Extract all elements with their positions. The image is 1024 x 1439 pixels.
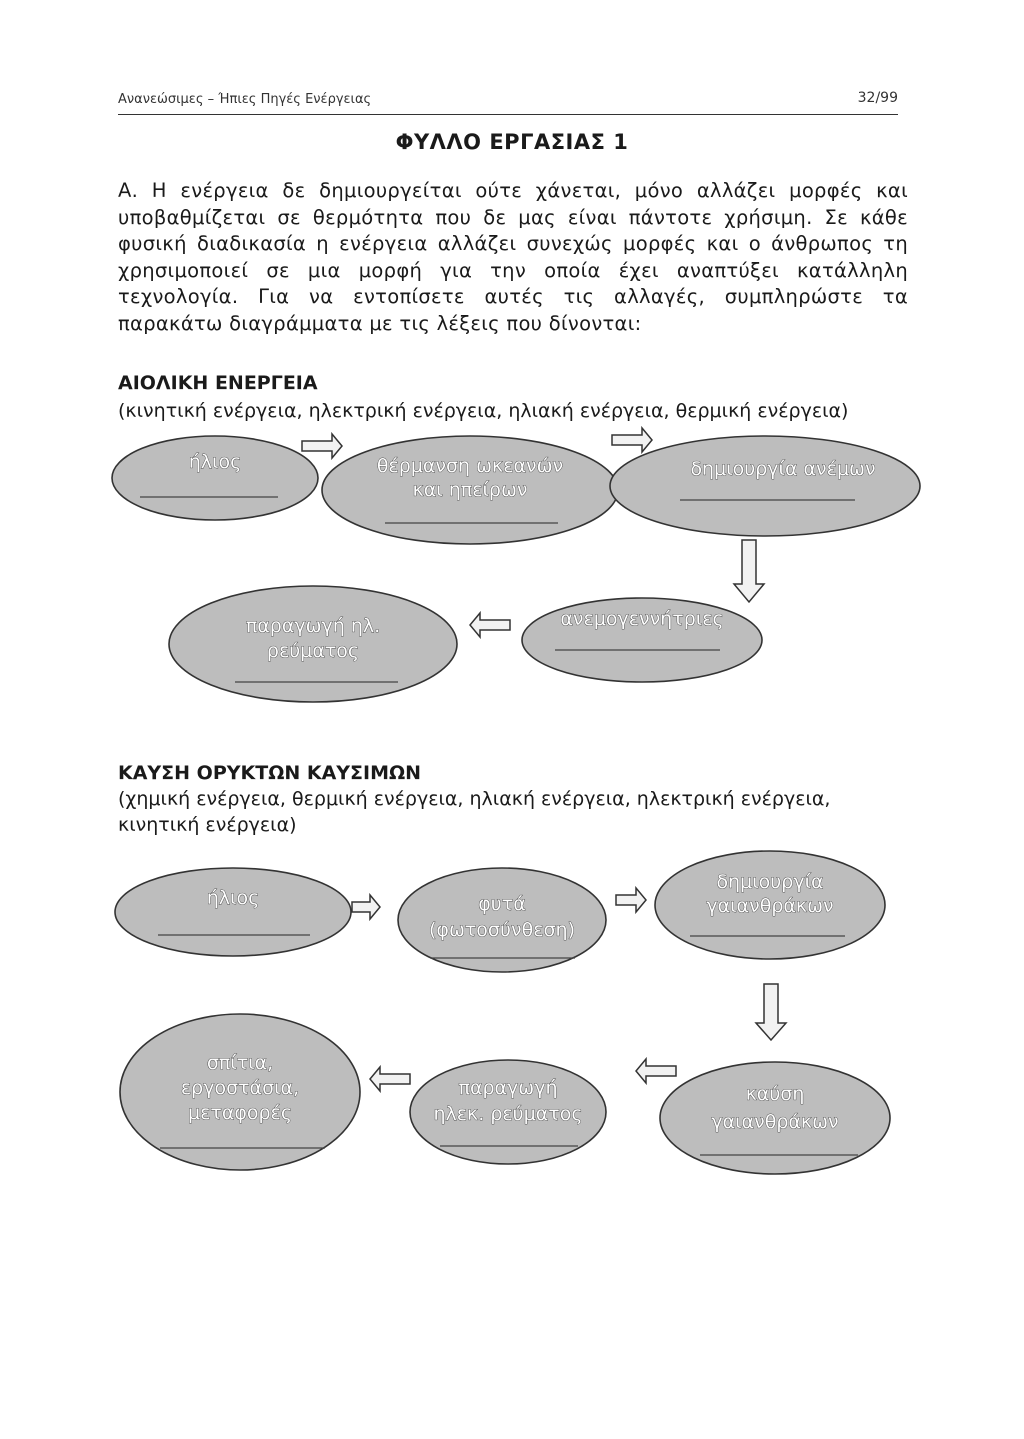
wind-node-1[interactable] <box>112 436 318 520</box>
fossil-node-5-line-1: παραγωγή <box>458 1077 558 1099</box>
wind-node-2-line-1: θέρμανση ωκεανών <box>376 455 564 477</box>
wind-heading: ΑΙΟΛΙΚΗ ΕΝΕΡΓΕΙΑ <box>118 372 318 394</box>
fossil-node-5[interactable] <box>410 1060 606 1164</box>
fossil-node-4-line-1: καύση <box>745 1083 805 1105</box>
fossil-node-4-line-2: γαιανθράκων <box>711 1111 839 1133</box>
wind-node-3[interactable] <box>610 436 920 536</box>
page-number: 32/99 <box>857 90 898 106</box>
fossil-arrow-down <box>756 984 786 1040</box>
wind-node-2[interactable] <box>322 436 618 544</box>
fossil-arrow-left-2 <box>370 1067 410 1091</box>
wind-node-4[interactable] <box>522 598 762 682</box>
worksheet-title: ΦΥΛΛΟ ΕΡΓΑΣΙΑΣ 1 <box>395 130 629 154</box>
page-header <box>118 88 898 115</box>
fossil-node-4[interactable] <box>660 1062 890 1174</box>
fossil-node-6-line-2: εργοστάσια, <box>180 1077 300 1099</box>
fossil-node-3-line-1: δημιουργία <box>716 871 824 893</box>
wind-node-3-line-1: δημιουργία ανέμων <box>690 458 876 480</box>
fossil-arrow-right-2 <box>616 888 646 912</box>
fossil-node-3-line-2: γαιανθράκων <box>706 895 834 917</box>
wind-arrow-right-1 <box>302 434 342 458</box>
fossil-node-1-line-1: ήλιος <box>206 887 260 909</box>
running-title: Ανανεώσιμες – Ήπιες Πηγές Ενέργειας <box>118 92 372 107</box>
fossil-node-2[interactable] <box>398 868 606 972</box>
fossil-arrow-right-1 <box>352 895 380 919</box>
fossil-node-6-line-3: μεταφορές <box>188 1102 292 1124</box>
fossil-word-list: (χημική ενέργεια, θερμική ενέργεια, ηλιακή ενέργεια, ηλεκτρική ενέργεια, κινητική ενέργεια) <box>118 788 831 836</box>
fossil-node-2-line-1: φυτά <box>478 893 526 915</box>
wind-arrow-left <box>470 613 510 637</box>
wind-node-5-line-1: παραγωγή ηλ. <box>245 615 381 637</box>
intro-paragraph: Α. Η ενέργεια δε δημιουργείται ούτε χάνεται, μόνο αλλάζει μορφές και υποβαθμίζεται σε θερμότητα που δε μας είναι πάντοτε χρήσιμη. Σε κάθε φυσική διαδικασία η ενέργεια αλλάζει συνεχώς μορφές και ο άνθρωπος τη χρησιμοποιεί σε μια μορφή για την οποία έχει αναπτύξει κατάλληλη τεχνολογία. Για να εντοπίσετε αυτές τις αλλαγές, συμπληρώστε τα παρακάτω διαγράμματα με τις λέξεις που δίνονται: <box>118 179 908 335</box>
wind-node-1-line-1: ήλιος <box>188 451 242 473</box>
fossil-node-1[interactable] <box>115 868 351 956</box>
fossil-node-3[interactable] <box>655 851 885 959</box>
wind-arrow-down <box>734 540 764 602</box>
wind-word-list: (κινητική ενέργεια, ηλεκτρική ενέργεια, ηλιακή ενέργεια, θερμική ενέργεια) <box>118 400 849 422</box>
fossil-heading: ΚΑΥΣΗ ΟΡΥΚΤΩΝ ΚΑΥΣΙΜΩΝ <box>118 762 422 784</box>
wind-node-4-line-1: ανεμογεννήτριες <box>560 608 724 630</box>
fossil-node-2-line-2: (φωτοσύνθεση) <box>429 919 575 941</box>
fossil-node-6[interactable] <box>120 1014 360 1170</box>
wind-energy-diagram <box>0 420 1024 720</box>
fossil-fuels-diagram <box>0 850 1024 1180</box>
wind-arrow-right-2 <box>612 428 652 452</box>
wind-node-5-line-2: ρεύματος <box>266 640 360 662</box>
fossil-arrow-left-1 <box>636 1059 676 1083</box>
fossil-node-6-line-1: σπίτια, <box>206 1052 274 1074</box>
fossil-node-5-line-2: ηλεκ. ρεύματος <box>433 1103 583 1125</box>
wind-node-2-line-2: και ηπείρων <box>412 479 528 501</box>
wind-node-5[interactable] <box>169 586 457 702</box>
